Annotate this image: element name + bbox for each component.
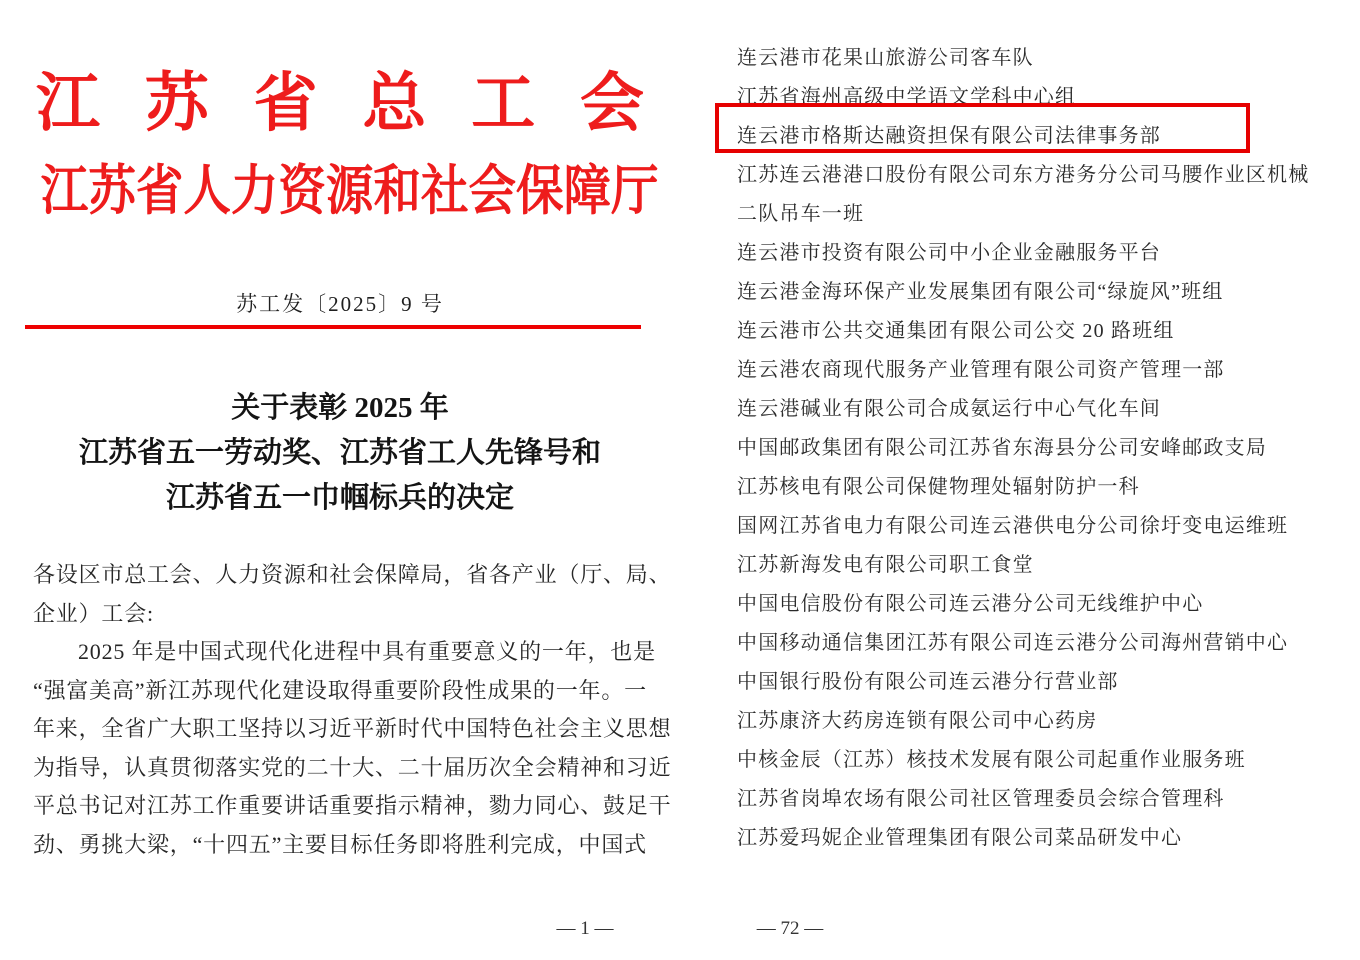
list-item: 中国银行股份有限公司连云港分行营业部 xyxy=(737,671,1119,693)
header-char: 省 xyxy=(253,68,318,139)
list-item: 江苏核电有限公司保健物理处辐射防护一科 xyxy=(737,476,1140,498)
red-divider-rule xyxy=(25,325,641,329)
header-line-1 xyxy=(36,66,644,142)
list-item: 江苏省海州高级中学语文学科中心组 xyxy=(737,86,1077,108)
body-line: 年来，全省广大职工坚持以习近平新时代中国特色社会主义思想 xyxy=(33,716,672,741)
page-number-right: — 72 — xyxy=(756,918,824,939)
header-char: 会 xyxy=(579,68,644,139)
body-line: “强富美高”新江苏现代化建设取得重要阶段性成果的一年。一 xyxy=(33,677,647,703)
list-item: 中国邮政集团有限公司江苏省东海县分公司安峰邮政支局 xyxy=(737,437,1267,459)
header-char: 总 xyxy=(362,68,427,139)
list-item: 江苏新海发电有限公司职工食堂 xyxy=(737,554,1034,576)
list-item: 连云港农商现代服务产业管理有限公司资产管理一部 xyxy=(737,359,1225,381)
list-item: 江苏省岗埠农场有限公司社区管理委员会综合管理科 xyxy=(737,788,1225,810)
list-item: 江苏康济大药房连锁有限公司中心药房 xyxy=(737,710,1098,732)
body-paragraph xyxy=(33,556,672,864)
right-page xyxy=(680,0,1360,960)
award-list xyxy=(737,39,1357,858)
document-number: 苏工发〔2025〕9 号 xyxy=(236,292,444,316)
body-line: 平总书记对江苏工作重要讲话重要指示精神，勠力同心、鼓足干 xyxy=(33,793,672,818)
header-char: 苏 xyxy=(144,68,209,139)
document-title xyxy=(0,386,680,521)
body-line: 企业）工会: xyxy=(33,600,154,626)
header-line-2: 江苏省人力资源和社会保障厅 xyxy=(40,161,659,221)
list-item: 江苏爱玛妮企业管理集团有限公司菜品研发中心 xyxy=(737,827,1183,849)
header-char: 工 xyxy=(471,68,536,139)
title-line: 江苏省五一巾帼标兵的决定 xyxy=(165,482,514,514)
title-line: 关于表彰 2025 年 xyxy=(231,392,449,424)
body-line: 为指导，认真贯彻落实党的二十大、二十届历次全会精神和习近 xyxy=(33,754,672,780)
header-char: 江 xyxy=(36,68,100,139)
body-line: 劲、勇挑大梁，“十四五”主要目标任务即将胜利完成，中国式 xyxy=(33,831,647,857)
page-number-left: — 1 — xyxy=(556,918,614,939)
body-line: 各设区市总工会、人力资源和社会保障局，省各产业（厅、局、 xyxy=(33,562,672,587)
list-item-continuation: 二队吊车一班 xyxy=(737,203,865,225)
list-item: 江苏连云港港口股份有限公司东方港务分公司马腰作业区机械 xyxy=(737,164,1310,186)
list-item-highlighted: 连云港市格斯达融资担保有限公司法律事务部 xyxy=(737,125,1161,147)
list-item: 连云港市公共交通集团有限公司公交 20 路班组 xyxy=(737,320,1175,342)
list-item: 连云港碱业有限公司合成氨运行中心气化车间 xyxy=(737,398,1161,420)
list-item: 连云港市投资有限公司中小企业金融服务平台 xyxy=(737,242,1161,264)
body-line: 2025 年是中国式现代化进程中具有重要意义的一年，也是 xyxy=(78,639,656,664)
title-line: 江苏省五一劳动奖、江苏省工人先锋号和 xyxy=(78,437,601,469)
list-item: 中国移动通信集团江苏有限公司连云港分公司海州营销中心 xyxy=(737,632,1289,654)
list-item: 连云港市花果山旅游公司客车队 xyxy=(737,47,1034,69)
list-item: 国网江苏省电力有限公司连云港供电分公司徐圩变电运维班 xyxy=(737,515,1289,537)
list-item: 连云港金海环保产业发展集团有限公司“绿旋风”班组 xyxy=(737,281,1224,303)
list-item: 中国电信股份有限公司连云港分公司无线维护中心 xyxy=(737,593,1204,615)
list-item: 中核金辰（江苏）核技术发展有限公司起重作业服务班 xyxy=(737,749,1246,771)
